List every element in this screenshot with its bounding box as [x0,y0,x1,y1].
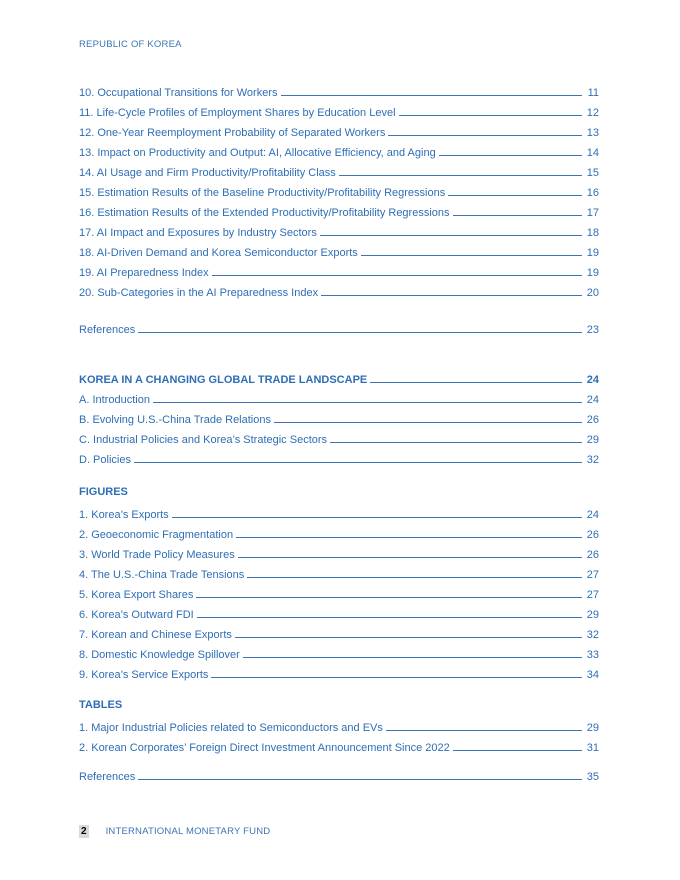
toc-entry-page: 17 [586,207,599,219]
leader-line [247,577,582,578]
figures-heading: FIGURES [79,486,128,498]
toc-entry[interactable] [79,522,599,542]
toc-entry-label: 12. One-Year Reemployment Probability of Separated Workers [79,127,386,139]
toc-entry-label: 19. AI Preparedness Index [79,267,209,279]
leader-line [211,677,582,678]
toc-entry[interactable] [79,240,599,260]
toc-entry-references[interactable] [79,317,599,337]
toc-entry[interactable] [79,200,599,220]
toc-entry[interactable] [79,220,599,240]
chapter-title-page: 24 [586,374,599,386]
toc-entry[interactable] [79,180,599,200]
toc-entry[interactable] [79,280,599,300]
leader-line [453,750,582,751]
running-header: REPUBLIC OF KOREA [79,39,182,50]
toc-entry-page: 26 [586,529,599,541]
page-number: 2 [81,826,87,837]
toc-entry[interactable] [79,642,599,662]
toc-entry[interactable] [79,80,599,100]
toc-entry-page: 27 [586,569,599,581]
leader-line [274,422,582,423]
toc-entry[interactable] [79,622,599,642]
toc-entry-label: 18. AI-Driven Demand and Korea Semiconductor Exports [79,247,358,259]
toc-entry-label: 1. Major Industrial Policies related to Semiconductors and EVs [79,722,383,734]
toc-entry-page: 16 [586,187,599,199]
leader-line [243,657,582,658]
toc-entry[interactable] [79,542,599,562]
leader-line [138,332,582,333]
leader-line [399,115,582,116]
leader-line [321,295,582,296]
chapter-title-label: KOREA IN A CHANGING GLOBAL TRADE LANDSCAPE [79,374,368,386]
toc-entry-label: 16. Estimation Results of the Extended Productivity/Profitability Regressions [79,207,450,219]
leader-line [330,442,582,443]
toc-entry[interactable] [79,140,599,160]
leader-line [212,275,582,276]
toc-entry-label: B. Evolving U.S.-China Trade Relations [79,414,271,426]
toc-chapter [79,367,599,467]
toc-entry-label: 13. Impact on Productivity and Output: AI, Allocative Efficiency, and Aging [79,147,436,159]
toc-section[interactable] [79,447,599,467]
leader-line [197,617,582,618]
page-footer [79,825,270,838]
toc-entry-page: 24 [586,509,599,521]
toc-entry[interactable] [79,602,599,622]
toc-entry-label: 5. Korea Export Shares [79,589,194,601]
toc-entry-label: 7. Korean and Chinese Exports [79,629,232,641]
toc-entry-label: References [79,324,136,336]
toc-entry-page: 35 [586,771,599,783]
toc-entry-label: 2. Geoeconomic Fragmentation [79,529,234,541]
leader-line [238,557,582,558]
toc-entry-page: 20 [586,287,599,299]
toc-entry[interactable] [79,735,599,755]
leader-line [172,517,582,518]
toc-entry-page: 27 [586,589,599,601]
toc-entry-label: 11. Life-Cycle Profiles of Employment Shares by Education Level [79,107,396,119]
toc-entry[interactable] [79,715,599,735]
toc-entry-page: 32 [586,454,599,466]
toc-entry-label: 3. World Trade Policy Measures [79,549,235,561]
leader-line [236,537,582,538]
leader-line [320,235,582,236]
toc-entry-label: 4. The U.S.-China Trade Tensions [79,569,245,581]
toc-entry-label: 10. Occupational Transitions for Workers [79,87,278,99]
toc-references-2 [79,764,599,784]
toc-entry-label: D. Policies [79,454,131,466]
leader-line [339,175,582,176]
toc-entry-page: 14 [586,147,599,159]
toc-entry-page: 19 [586,247,599,259]
leader-line [439,155,582,156]
toc-entry-page: 32 [586,629,599,641]
leader-line [453,215,582,216]
leader-line [153,402,582,403]
toc-section[interactable] [79,407,599,427]
leader-line [448,195,582,196]
toc-entry-references[interactable] [79,764,599,784]
toc-chapter-title[interactable] [79,367,599,387]
toc-entry-label: 20. Sub-Categories in the AI Preparedness Index [79,287,319,299]
toc-entry-page: 11 [587,87,599,99]
toc-entry-label: 2. Korean Corporates’ Foreign Direct Investment Announcement Since 2022 [79,742,450,754]
leader-line [138,779,582,780]
toc-entry-page: 15 [586,167,599,179]
toc-entry-page: 26 [586,414,599,426]
leader-line [235,637,582,638]
leader-line [386,730,582,731]
tables-heading: TABLES [79,699,123,711]
toc-entry-page: 23 [586,324,599,336]
leader-line [388,135,582,136]
toc-entry-label: C. Industrial Policies and Korea’s Strategic Sectors [79,434,328,446]
toc-entry-page: 19 [586,267,599,279]
toc-entry-page: 24 [586,394,599,406]
toc-entry-page: 33 [586,649,599,661]
toc-entry-label: 8. Domestic Knowledge Spillover [79,649,240,661]
toc-entry-label: 6. Korea’s Outward FDI [79,609,194,621]
toc-entry-page: 29 [586,609,599,621]
toc-entry-page: 29 [586,434,599,446]
toc-entry-label: A. Introduction [79,394,150,406]
leader-line [361,255,582,256]
toc-entry[interactable] [79,502,599,522]
toc-entry-label: 14. AI Usage and Firm Productivity/Profitability Class [79,167,336,179]
toc-entry[interactable] [79,582,599,602]
toc-entry-page: 29 [586,722,599,734]
toc-entry[interactable] [79,260,599,280]
footer-organization: INTERNATIONAL MONETARY FUND [105,826,271,837]
leader-line [134,462,582,463]
toc-entry-label: References [79,771,136,783]
toc-entry-label: 1. Korea’s Exports [79,509,169,521]
toc-references-1 [79,317,599,337]
toc-figures [79,484,599,682]
toc-entry-page: 34 [586,669,599,681]
toc-section[interactable] [79,387,599,407]
toc-entry-page: 18 [586,227,599,239]
toc-entry[interactable] [79,160,599,180]
toc-entry-page: 13 [586,127,599,139]
toc-entry-page: 31 [586,742,599,754]
toc-entry[interactable] [79,562,599,582]
toc-entry-label: 9. Korea’s Service Exports [79,669,209,681]
leader-line [196,597,582,598]
leader-line [281,95,583,96]
toc-entry-page: 12 [586,107,599,119]
toc-entry[interactable] [79,120,599,140]
toc-section[interactable] [79,427,599,447]
toc-entry-label: 17. AI Impact and Exposures by Industry Sectors [79,227,317,239]
toc-entry-label: 15. Estimation Results of the Baseline Productivity/Profitability Regressions [79,187,446,199]
toc-list-ai-figures [79,80,599,300]
toc-entry[interactable] [79,100,599,120]
toc-tables [79,697,599,755]
leader-line [370,382,582,383]
toc-entry[interactable] [79,662,599,682]
toc-entry-page: 26 [586,549,599,561]
